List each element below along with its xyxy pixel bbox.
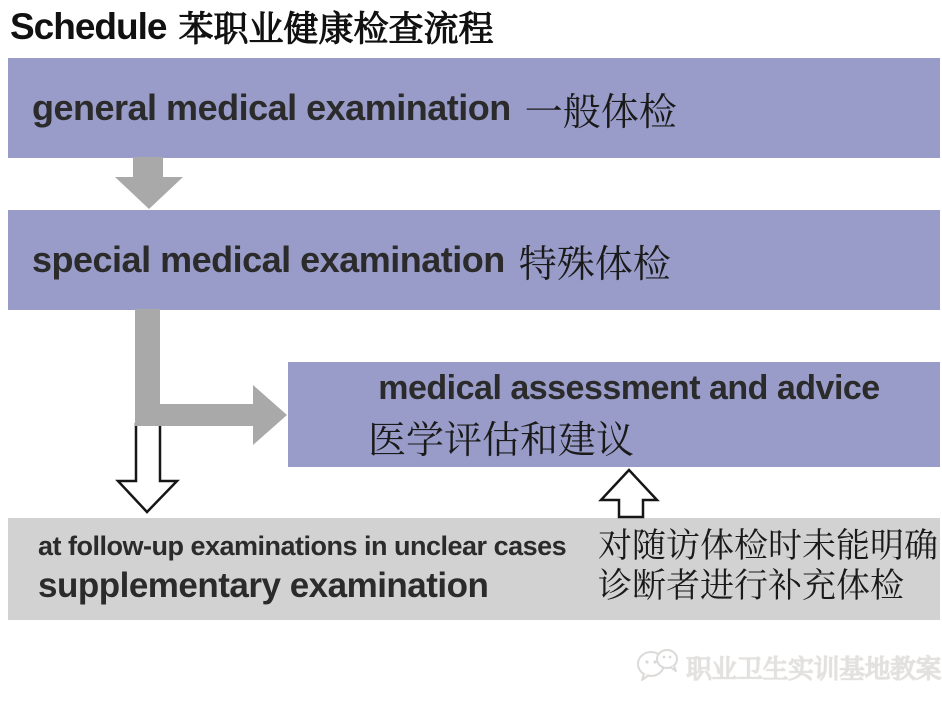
step3-line-chinese	[288, 417, 940, 472]
page-title	[10, 4, 494, 50]
watermark	[634, 644, 941, 690]
step4-chinese-line2: 诊断者进行补充体检	[598, 566, 904, 606]
step4-chinese-line1: 对随访体检时未能明确	[598, 526, 938, 566]
solid-down-arrow-icon	[115, 157, 183, 209]
step2-label-chinese: 特殊体检	[518, 241, 671, 286]
step3-line-english	[288, 366, 940, 417]
step4-condition-english: at follow-up examinations in unclear cases	[38, 531, 567, 561]
wechat-icon	[634, 644, 680, 690]
step4-label-english: supplementary examination	[38, 566, 489, 605]
step1-label-english: general medical examination	[32, 87, 511, 128]
step4-chinese-block	[598, 526, 938, 606]
outline-up-arrow-icon	[601, 470, 657, 517]
step1-label-chinese: 一般体检	[524, 89, 677, 134]
step3-label-english: medical assessment and advice	[378, 369, 880, 407]
page-title-english: Schedule	[10, 6, 167, 47]
step4-english-block	[38, 528, 566, 608]
outline-down-arrow-icon	[118, 424, 177, 512]
step2-label-english: special medical examination	[32, 239, 505, 280]
step-supplementary-examination	[8, 518, 940, 620]
step3-label-chinese: 医学评估和建议	[368, 418, 635, 462]
l-shaped-right-arrow-icon	[135, 309, 287, 445]
step-special-medical-examination	[8, 210, 940, 310]
page-title-chinese: 苯职业健康检查流程	[178, 9, 494, 50]
step-medical-assessment-and-advice	[288, 362, 940, 467]
step-general-medical-examination	[8, 58, 940, 158]
watermark-text: 职业卫生实训基地教案	[686, 653, 942, 684]
